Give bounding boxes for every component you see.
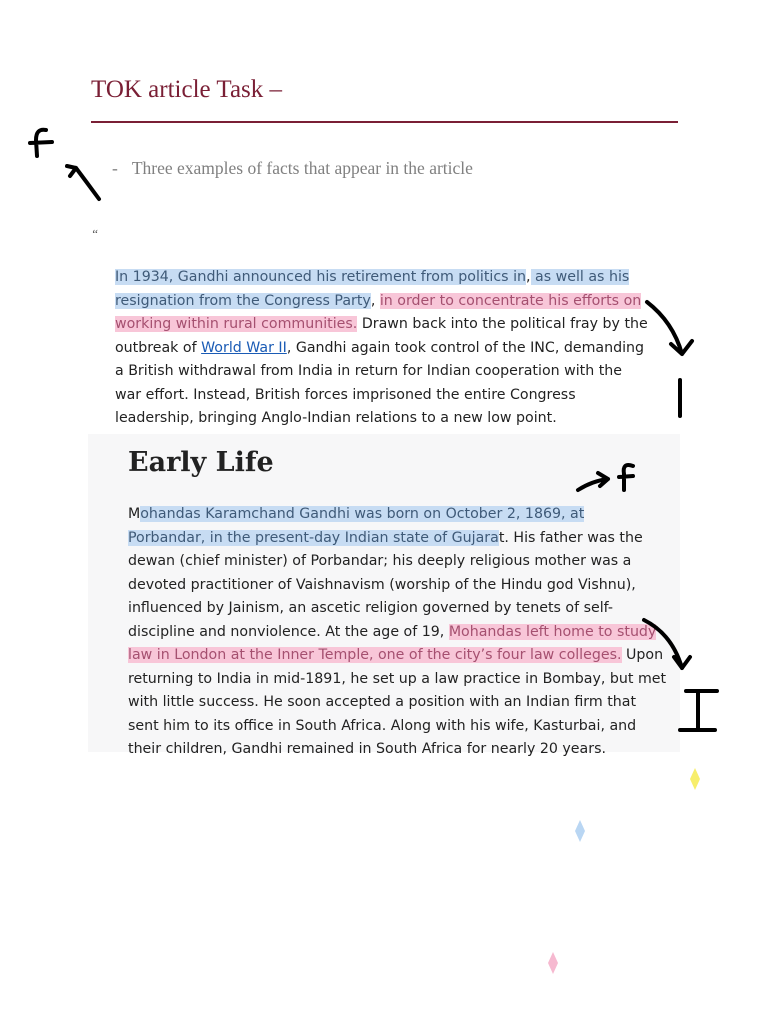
text-line: a British withdrawal from India in return for Indian cooperation with the (115, 363, 623, 379)
title-rule (91, 121, 678, 123)
highlight-interpretation: in order to concentrate his efforts on (379, 292, 642, 309)
diamond-yellow-icon (690, 768, 700, 790)
text-line (115, 337, 648, 361)
text-line: their children, Gandhi remained in South Africa for nearly 20 years. (128, 741, 606, 757)
highlight-interpretation: law in London at the Inner Temple, one of the city’s four law colleges. (128, 647, 622, 663)
text-line: dewan (chief minister) of Porbandar; his deeply religious mother was a (128, 553, 632, 569)
text-line: influenced by Jainism, an ascetic religion governed by tenets of self- (128, 600, 614, 616)
highlight-fact: Porbandar, in the present-day Indian state of Gujara (128, 529, 499, 546)
article-paragraph-1 (115, 266, 648, 431)
text-line: sent him to its office in South Africa. Along with his wife, Kasturbai, and (128, 717, 637, 734)
text-line (128, 527, 666, 551)
text-fragment: t. His father was the (498, 529, 643, 546)
text-fragment: outbreak of (115, 339, 202, 356)
article-paragraph-2 (128, 503, 666, 762)
highlight-fact: In 1934, Gandhi announced his retirement from politics in (115, 269, 527, 285)
diamond-pink-icon (548, 952, 558, 974)
text-line: returning to India in mid-1891, he set up a law practice in Bombay, but met (128, 670, 667, 687)
text-fragment: , Gandhi again took control of the INC, demanding (286, 339, 645, 356)
highlight-fact: as well as his (530, 269, 630, 285)
text-line (115, 266, 648, 290)
text-line (115, 290, 648, 314)
text-line: war effort. Instead, British forces imprisoned the entire Congress (115, 386, 576, 403)
text-line: with little success. He soon accepted a position with an Indian firm that (128, 694, 637, 710)
page-title: TOK article Task – (91, 76, 283, 103)
handwritten-i-bottom (680, 691, 717, 730)
bullet-dash: - (112, 158, 118, 178)
handwritten-arrow-up-left (67, 166, 99, 199)
text-fragment: M (128, 506, 141, 522)
highlight-interpretation: working within rural communities. (115, 316, 358, 332)
world-war-ii-link[interactable]: World War II (201, 339, 287, 356)
highlight-fact: ohandas Karamchand Gandhi was born on October 2, 1869, at (140, 506, 585, 522)
text-line (115, 313, 648, 337)
text-line (128, 644, 666, 668)
text-fragment: Upon (621, 647, 664, 663)
quote-mark: “ (91, 226, 99, 241)
handwritten-f-top (30, 130, 52, 156)
highlight-interpretation: Mohandas left home to study (448, 623, 657, 640)
text-line (128, 621, 666, 645)
section-heading: Early Life (128, 447, 274, 478)
text-line: devoted practitioner of Vaishnavism (worship of the Hindu god Vishnu), (128, 576, 636, 593)
text-fragment: discipline and nonviolence. At the age of 19, (128, 623, 449, 640)
text-fragment: Drawn back into the political fray by the (357, 316, 648, 332)
text-line (128, 503, 666, 527)
text-fragment: , (526, 269, 531, 285)
bullet-text: Three examples of facts that appear in the article (131, 158, 473, 178)
bullet-item (112, 158, 473, 179)
text-fragment: , (370, 292, 380, 309)
text-line: leadership, bringing Anglo-Indian relations to a new low point. (115, 410, 557, 426)
diamond-blue-icon (575, 820, 585, 842)
highlight-fact: resignation from the Congress Party (115, 292, 371, 309)
